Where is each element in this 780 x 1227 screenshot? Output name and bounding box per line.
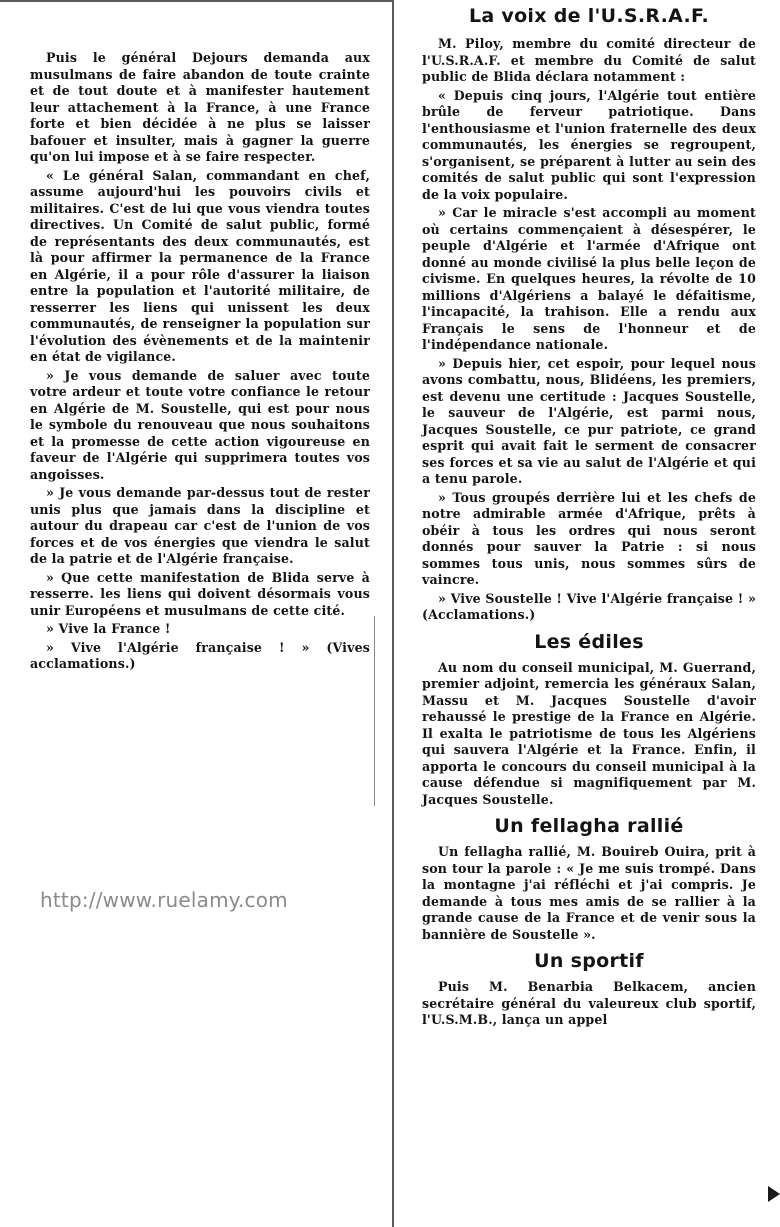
section-heading-ediles: Les édiles bbox=[534, 630, 644, 653]
column-divider bbox=[392, 0, 394, 1227]
paragraph: » Car le miracle s'est accompli au moment où certains commençaient à désespérer, le peuple d'Algérie et l'armée d'Afrique ont donné au monde civilisé la plus belle leçon de civisme. En quelques heures, la révolte de 10 millions d'Algériens a balayé le défaitisme, l'incapacité, la trahison. Elle a rendu aux Français le sens de l'honneur et de l'indépendance nationale. bbox=[422, 205, 756, 352]
continuation-arrow-icon bbox=[768, 1186, 780, 1202]
paragraph: » Je vous demande de saluer avec toute votre ardeur et toute votre confiance le retour en Algérie de M. Soustelle, qui est pour nous le symbole du renouveau que nous souhaitons et la promesse de cette action vigoureuse en faveur de l'Algérie qui supprimera toutes vos angoisses. bbox=[30, 367, 370, 482]
top-rule-left bbox=[0, 0, 392, 2]
section-heading-usraf: La voix de l'U.S.R.A.F. bbox=[468, 5, 710, 27]
paragraph: Puis le général Dejours demanda aux musulmans de faire abandon de toute crainte et de tout doute et à manifester hautement leur attachement à la France, à une France forte et bien décidée à ne plus se laisser bafouer et insulter, mais à gagner la guerre qu'on lui impose et à se faire respecter. bbox=[30, 50, 370, 164]
paragraph: » Depuis hier, cet espoir, pour lequel nous avons combattu, nous, Blidéens, les premiers, est devenu une certitude : Jacques Soustelle, le sauveur de l'Algérie, est parmi nous, Jacques Soustelle, ce pur patriote, ce grand esprit qui avait fait le serment de consacrer ses forces et sa vie au salut de l'Algérie et qui a tenu parole. bbox=[422, 355, 756, 486]
paragraph: » Tous groupés derrière lui et les chefs de notre admirable armée d'Afrique, prêts à obéir à tous les ordres qui nous seront donnés pour sauver la Patrie : si nous sommes tous unis, nous sommes sûrs de vaincre. bbox=[422, 489, 756, 587]
right-column bbox=[422, 36, 756, 1029]
paragraph: Puis M. Benarbia Belkacem, ancien secrétaire général du valeureux club sportif, l'U.S.M.B., lança un appel bbox=[422, 979, 756, 1027]
left-column bbox=[30, 50, 370, 673]
paragraph: » Vive la France ! bbox=[46, 621, 171, 636]
paragraph: M. Piloy, membre du comité directeur de l'U.S.R.A.F. et membre du Comité de salut public de Blida déclara notamment : bbox=[422, 36, 756, 84]
paragraph: » Vive l'Algérie française ! » (Vives acclamations.) bbox=[30, 639, 370, 671]
watermark-url: http://www.ruelamy.com bbox=[40, 888, 288, 912]
paragraph: « Le général Salan, commandant en chef, assume aujourd'hui les pouvoirs civils et militaires. C'est de lui que vous viendra toutes directives. Un Comité de salut public, formé de représentants des deux communautés, est là pour affirmer la permanence de la France en Algérie, il a pour rôle d'assurer la liaison entre la population et l'autorité militaire, de resserrer les liens qui unissent les deux communautés, de renseigner la population sur l'évolution des évènements et de la maintenir en état de vigilance. bbox=[30, 167, 370, 364]
paragraph: Au nom du conseil municipal, M. Guerrand, premier adjoint, remercia les généraux Salan, Massu et M. Jacques Soustelle d'avoir rehaussé le prestige de la France en Algérie. Il exalta le patriotisme de tous les Algériens qui sauvera l'Algérie et la France. Enfin, il apporta le concours du conseil municipal à la cause défendue si magnifiquement par M. Jacques Soustelle. bbox=[422, 659, 756, 807]
paragraph: « Depuis cinq jours, l'Algérie tout entière brûle de ferveur patriotique. Dans l'enthousiasme et l'union fraternelle des deux communautés, les énergies se regroupent, s'organisent, se préparent à lutter au sein des comités de salut public qui sont l'expression de la voix populaire. bbox=[422, 87, 756, 202]
paragraph: » Vive Soustelle ! Vive l'Algérie française ! » (Acclamations.) bbox=[422, 590, 756, 622]
paragraph: » Que cette manifestation de Blida serve à resserre. les liens qui doivent désormais vous unir Européens et musulmans de cette cité. bbox=[30, 569, 370, 618]
section-heading-sportif: Un sportif bbox=[534, 950, 644, 972]
left-column-edge bbox=[374, 616, 375, 806]
paragraph: » Je vous demande par-dessus tout de rester unis plus que jamais dans la discipline et autour du drapeau car c'est de l'union de vos forces et de vos énergies que viendra le salut de la patrie et de l'Algérie française. bbox=[30, 485, 370, 566]
paragraph: Un fellagha rallié, M. Bouireb Ouira, prit à son tour la parole : « Je me suis trompé. Dans la montagne j'ai réfléchi et j'ai compris. Je demande à tous mes amis de se rallier à la grande cause de la France et de venir sous la bannière de Soustelle ». bbox=[422, 844, 756, 942]
section-heading-fellagha: Un fellagha rallié bbox=[494, 815, 684, 837]
